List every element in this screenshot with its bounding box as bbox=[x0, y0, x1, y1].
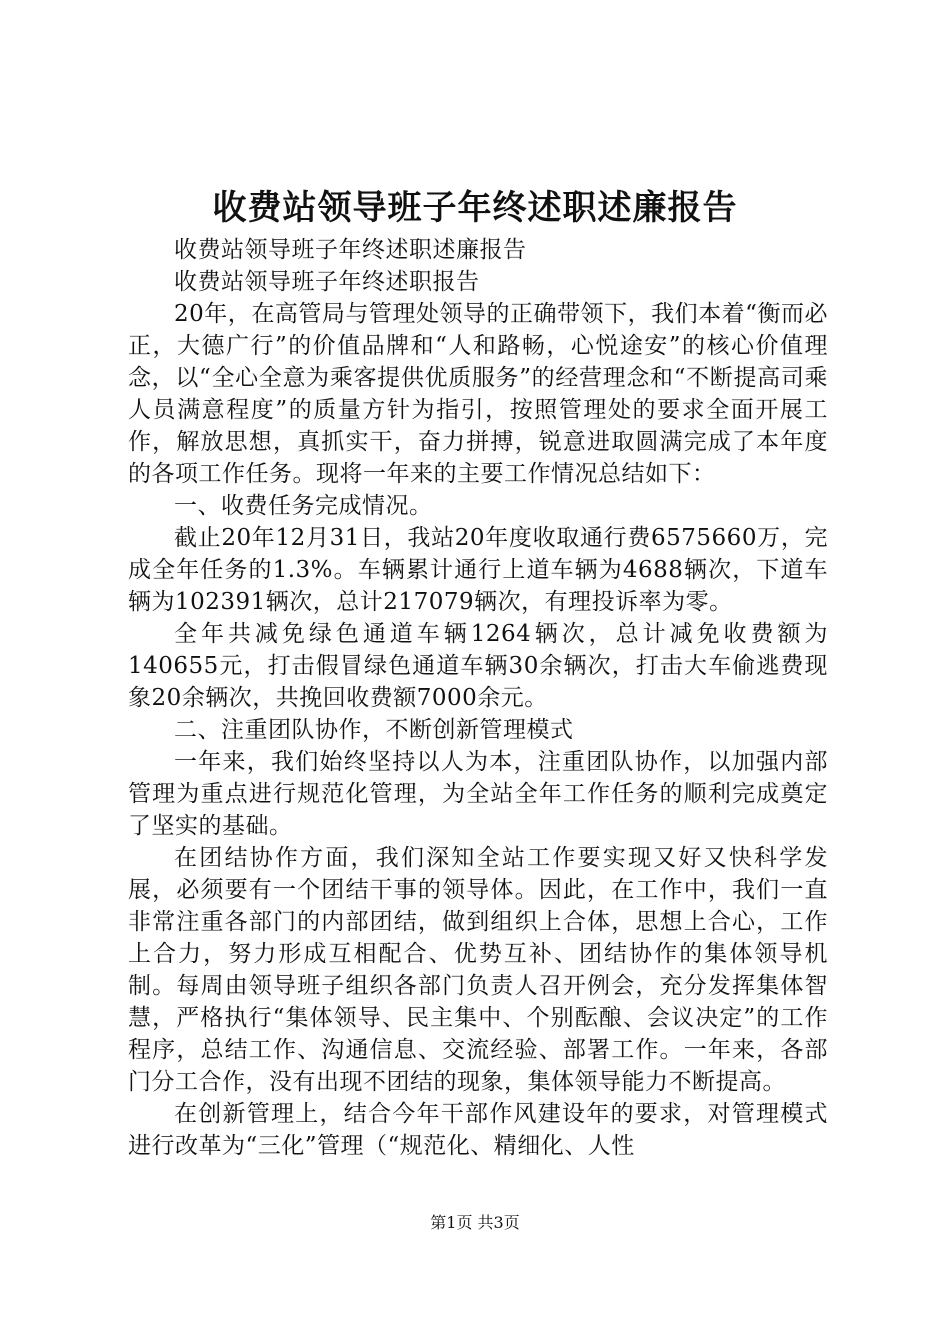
paragraph-innovation: 在创新管理上，结合今年干部作风建设年的要求，对管理模式进行改革为“三化”管理（“规范化、精细化、人性 bbox=[128, 1101, 828, 1159]
section-heading-1: 一、收费任务完成情况。 bbox=[174, 493, 433, 519]
paragraph-subtitle: 收费站领导班子年终述职报告 bbox=[174, 269, 480, 295]
paragraph-green-channel: 全年共减免绿色通道车辆1264辆次，总计减免收费额为140655元，打击假冒绿色通道车辆30余辆次，打击大车偷逃费现象20余辆次，共挽回收费额7000余元。 bbox=[128, 621, 828, 711]
document-body bbox=[128, 234, 828, 1162]
paragraph-unity: 在团结协作方面，我们深知全站工作要实现又好又快科学发展，必须要有一个团结干事的领导体。因此，在工作中，我们一直非常注重各部门的内部团结，做到组织上合体，思想上合心，工作上合力，努力形成互相配合、优势互补、团结协作的集体领导机制。每周由领导班子组织各部门负责人召开例会，充分发挥集体智慧，严格执行“集体领导、民主集中、个别酝酿、会议决定”的工作程序，总结工作、沟通信息、交流经验、部署工作。一年来，各部门分工合作，没有出现不团结的现象，集体领导能力不断提高。 bbox=[128, 845, 828, 1095]
document-title: 收费站领导班子年终述职述廉报告 bbox=[212, 188, 738, 228]
paragraph-heading-repeat: 收费站领导班子年终述职述廉报告 bbox=[174, 237, 527, 263]
paragraph-toll-stats: 截止20年12月31日，我站20年度收取通行费6575660万，完成全年任务的1.3%。车辆累计通行上道车辆为4688辆次，下道车辆为102391辆次，总计217079辆次，有理投诉率为零。 bbox=[128, 525, 828, 615]
paragraph-teamwork: 一年来，我们始终坚持以人为本，注重团队协作，以加强内部管理为重点进行规范化管理，为全站全年工作任务的顺利完成奠定了坚实的基础。 bbox=[128, 749, 828, 839]
page-indicator: 第1页 共3页 bbox=[430, 1213, 520, 1232]
section-heading-2: 二、注重团队协作，不断创新管理模式 bbox=[174, 717, 574, 743]
paragraph-intro: 20年，在高管局与管理处领导的正确带领下，我们本着“衡而必正，大德广行”的价值品牌和“人和路畅，心悦途安”的核心价值理念，以“全心全意为乘客提供优质服务”的经营理念和“不断提高司乘人员满意程度”的质量方针为指引，按照管理处的要求全面开展工作，解放思想，真抓实干，奋力拼搏，锐意进取圆满完成了本年度的各项工作任务。现将一年来的主要工作情况总结如下： bbox=[128, 301, 828, 487]
